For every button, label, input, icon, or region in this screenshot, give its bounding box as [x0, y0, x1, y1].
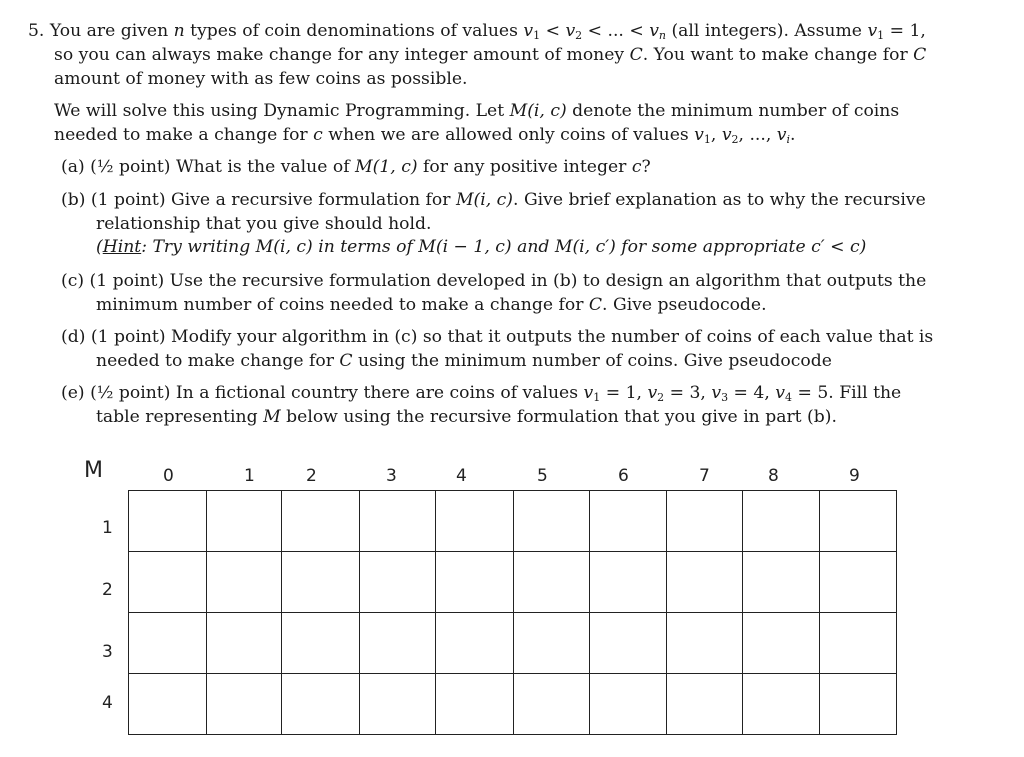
part-c-line-2: minimum number of coins needed to make a change for C. Give pseudocode. — [96, 295, 767, 315]
table-cell[interactable] — [820, 552, 897, 613]
table-cell[interactable] — [282, 674, 360, 735]
table-cell[interactable] — [129, 491, 207, 552]
table-cell[interactable] — [667, 613, 743, 674]
table-cell[interactable] — [590, 674, 667, 735]
column-header: 0 — [163, 466, 174, 486]
part-e: (e) (½ point) In a fictional country there are coins of values $v_1 = 1$, $v_2 = 3$, $v_3 = 4$, $v_4 = 5$. Fill the — [61, 383, 902, 404]
table-cell[interactable] — [207, 552, 282, 613]
table-cell[interactable] — [743, 552, 820, 613]
part-e-line-2: table representing M below using the recursive formulation that you give in part (b). — [96, 407, 837, 427]
part-c: (c) (1 point) Use the recursive formulation developed in (b) to design an algorithm that outputs the — [61, 271, 927, 291]
row-label: 3 — [102, 642, 113, 662]
part-b-hint: (Hint: Try writing M(i, c) in terms of M(i − 1, c) and M(i, c′) for some appropriate c′ < c) — [96, 237, 867, 257]
table-cell[interactable] — [820, 613, 897, 674]
part-b: (b) (1 point) Give a recursive formulation for M(i, c). Give brief explanation as to why the recursive — [61, 190, 926, 210]
table-cell[interactable] — [360, 491, 436, 552]
table-cell[interactable] — [743, 613, 820, 674]
table-cell[interactable] — [360, 613, 436, 674]
column-header: 5 — [537, 466, 548, 486]
table-cell[interactable] — [514, 674, 590, 735]
table-cell[interactable] — [820, 491, 897, 552]
table-cell[interactable] — [514, 552, 590, 613]
row-label: 1 — [102, 518, 113, 538]
table-cell[interactable] — [436, 552, 514, 613]
table-cell[interactable] — [436, 674, 514, 735]
table-cell[interactable] — [514, 613, 590, 674]
table-cell[interactable] — [667, 552, 743, 613]
part-d-line-2: needed to make change for C using the minimum number of coins. Give pseudocode — [96, 351, 832, 371]
table-cell[interactable] — [360, 552, 436, 613]
column-header: 4 — [456, 466, 467, 486]
table-cell[interactable] — [129, 552, 207, 613]
dp-paragraph-line-2: needed to make a change for c when we are allowed only coins of values $v_1$, $v_2$, ..., vi. — [54, 125, 796, 146]
table-cell[interactable] — [590, 613, 667, 674]
part-d: (d) (1 point) Modify your algorithm in (c) so that it outputs the number of coins of each value that is — [61, 327, 934, 347]
table-cell[interactable] — [436, 613, 514, 674]
table-cell[interactable] — [667, 674, 743, 735]
table-cell[interactable] — [590, 552, 667, 613]
dp-paragraph-line-1: We will solve this using Dynamic Programming. Let M(i, c) denote the minimum number of coins — [54, 101, 900, 121]
part-a: (a) (½ point) What is the value of M(1, c) for any positive integer c? — [61, 157, 651, 177]
table-row — [129, 552, 897, 613]
column-header: 1 — [244, 466, 255, 486]
problem-intro-line-2: so you can always make change for any integer amount of money C. You want to make change for C — [54, 45, 927, 65]
row-label: 2 — [102, 580, 113, 600]
part-b-line-2: relationship that you give should hold. — [96, 214, 432, 234]
column-header: 9 — [849, 466, 860, 486]
table-cell[interactable] — [282, 613, 360, 674]
table-cell[interactable] — [743, 491, 820, 552]
table-cell[interactable] — [514, 491, 590, 552]
table-cell[interactable] — [129, 674, 207, 735]
problem-number: 5. — [28, 21, 45, 41]
table-cell[interactable] — [129, 613, 207, 674]
column-header: 8 — [768, 466, 779, 486]
table-cell[interactable] — [436, 491, 514, 552]
table-cell[interactable] — [207, 674, 282, 735]
problem-intro-line-1: 5. You are given n types of coin denominations of values $v_1 < v_2$ < ... < vn (all integers). Assume $v_1 = 1$, — [28, 21, 926, 42]
dp-table — [128, 490, 897, 735]
table-cell[interactable] — [667, 491, 743, 552]
table-row — [129, 674, 897, 735]
table-cell[interactable] — [207, 491, 282, 552]
table-cell[interactable] — [743, 674, 820, 735]
table-corner-label: M — [84, 458, 103, 483]
problem-intro-line-3: amount of money with as few coins as possible. — [54, 69, 468, 89]
column-header: 3 — [386, 466, 397, 486]
table-row — [129, 613, 897, 674]
table-cell[interactable] — [282, 552, 360, 613]
row-label: 4 — [102, 693, 113, 713]
table-cell[interactable] — [820, 674, 897, 735]
table-cell[interactable] — [282, 491, 360, 552]
column-header: 2 — [306, 466, 317, 486]
table-cell[interactable] — [590, 491, 667, 552]
column-header: 7 — [699, 466, 710, 486]
table-cell[interactable] — [207, 613, 282, 674]
table-cell[interactable] — [360, 674, 436, 735]
column-header: 6 — [618, 466, 629, 486]
table-row — [129, 491, 897, 552]
